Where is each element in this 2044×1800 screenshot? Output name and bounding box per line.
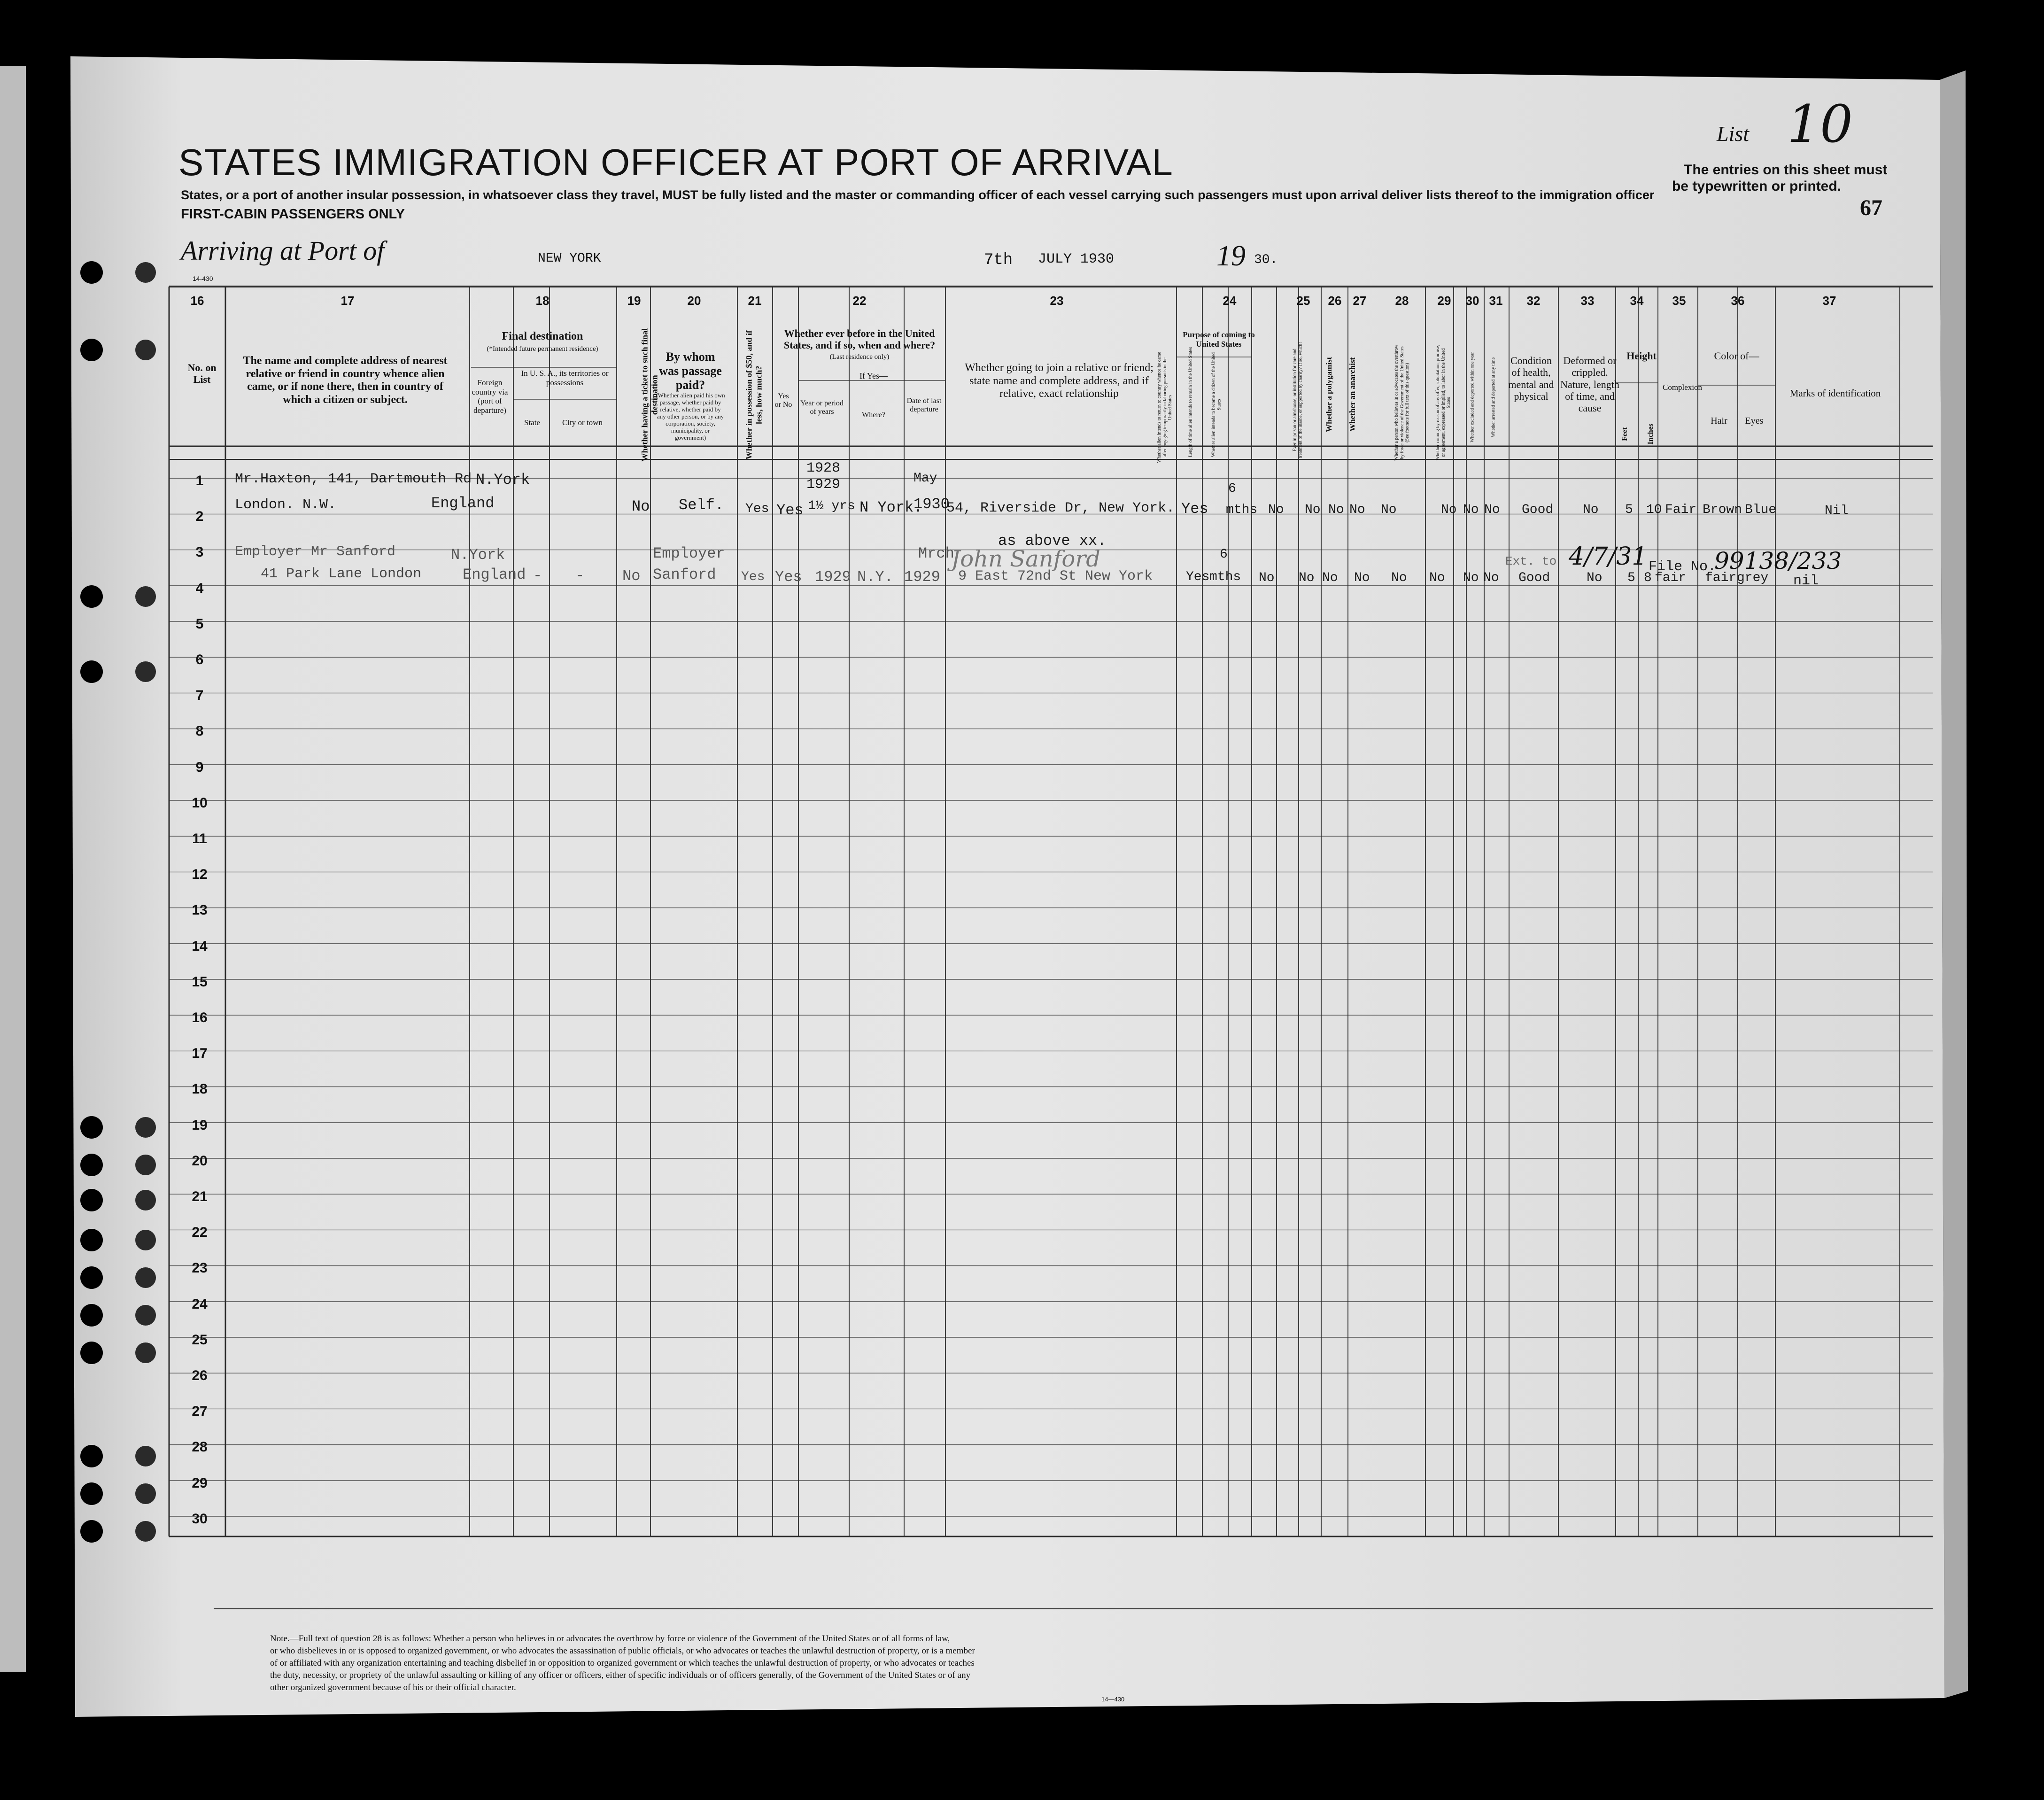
header-c18-city: City or town <box>562 418 603 427</box>
header-c22-note: (Last residence only) <box>829 353 890 361</box>
row-number: 16 <box>192 1010 208 1025</box>
entry2-eyes: grey <box>1737 571 1769 585</box>
row-number: 11 <box>192 831 207 846</box>
entry2-hair: fair <box>1705 571 1737 585</box>
column-number: 28 <box>1395 294 1409 308</box>
binding-hole <box>135 262 156 283</box>
entry1-before: Yes <box>776 502 804 519</box>
entry2-before: Yes <box>775 568 802 586</box>
row-number: 26 <box>192 1368 208 1383</box>
binding-hole <box>80 585 103 608</box>
entry2-polygamist: No <box>1322 571 1338 585</box>
entry1-anarchist: No <box>1349 503 1365 517</box>
header-c24b: Length of time alien intends to remain in the United States <box>1188 347 1193 457</box>
binding-hole <box>135 1230 156 1250</box>
entry2-city: - <box>575 567 585 584</box>
typewritten-note-1: The entries on this sheet must <box>1684 162 1888 178</box>
page-title: STATES IMMIGRATION OFFICER AT PORT OF ARRIVAL <box>178 141 1173 183</box>
row-number: 14 <box>192 938 208 954</box>
entry2-ticket: No <box>622 567 641 585</box>
row-number: 20 <box>192 1153 208 1169</box>
entry2-relative-line1: Employer Mr Sanford <box>235 544 396 560</box>
header-c36: Color of— <box>1714 350 1759 362</box>
column-number: 32 <box>1526 294 1541 308</box>
header-c34: Height <box>1626 350 1657 362</box>
binding-hole <box>135 1483 156 1504</box>
entry1-paid-by: Self. <box>679 497 724 514</box>
header-c28: Whether a person who believes in or advocates the overthrow by force or violence of the Government of the United States (See footnote for full text of this question) <box>1394 344 1410 461</box>
page-subtitle: States, or a port of another insular possession, in whatsoever class they travel, MUST be fully listed and the master or commanding officer of each vessel carrying such passengers must upon arrival deliver lists thereof to the immigration officer <box>181 188 1655 202</box>
row-number: 28 <box>192 1439 208 1455</box>
column-number: 16 <box>190 294 204 308</box>
header-c24a: Whether alien intends to return to country whence he came after engaging temporarily in laboring pursuits in the United States <box>1156 352 1173 463</box>
binding-hole <box>135 1446 156 1466</box>
entry2-feet: 5 <box>1627 571 1635 585</box>
entry2-q28: No <box>1391 571 1407 585</box>
page-stack-edge <box>1940 70 1968 1698</box>
entry2-citizen: No <box>1259 571 1275 585</box>
column-number: 27 <box>1353 294 1367 308</box>
header-c27: Whether an anarchist <box>1348 357 1357 432</box>
entry2-annotation-date: 4/7/31 <box>1569 543 1648 571</box>
binding-hole <box>80 660 103 683</box>
column-number: 33 <box>1580 294 1595 308</box>
header-c36-hair: Hair <box>1711 416 1727 426</box>
entry1-ticket: No <box>632 498 650 515</box>
header-c23: Whether going to join a relative or friend; state name and complete address, and if relative, exact relationship <box>965 362 1154 400</box>
entry1-citizen: No <box>1268 503 1284 517</box>
entry2-laboring: Yes <box>1186 570 1210 584</box>
binding-hole <box>135 1117 156 1138</box>
binding-hole <box>80 1304 103 1327</box>
entry1-laboring: Yes <box>1181 500 1208 518</box>
binding-hole <box>80 1116 103 1139</box>
entry2-state: - <box>533 567 542 584</box>
footnote-line-3: of or affiliated with any organization entertaining and teaching disbelief in or opposition to organized government or which teaches the unlawful destruction of property, or who advocates or teaches <box>270 1658 975 1668</box>
row-number: 29 <box>192 1475 208 1491</box>
entry1-foreign-line2: England <box>431 495 495 512</box>
binding-hole <box>135 1190 156 1210</box>
header-c18-note: (*Intended future permanent residence) <box>487 345 598 353</box>
entry1-q28: No <box>1381 503 1397 517</box>
entry2-last-dep: 1929 <box>904 568 940 586</box>
entry1-hair: Brown <box>1703 503 1742 517</box>
entry2-offer: No <box>1429 571 1445 585</box>
binding-hole <box>135 1521 156 1542</box>
header-c30: Whether excluded and deported within one year <box>1470 352 1475 442</box>
row-number: 3 <box>195 544 204 560</box>
entry1-prison: No <box>1305 503 1321 517</box>
day-value: 7th <box>984 251 1013 269</box>
entry2-years: 1929 <box>815 568 851 586</box>
header-c17: The name and complete address of nearest relative or friend in country whence alien came, or if none there, then in country of which a citizen or subject. <box>243 355 448 406</box>
header-c22-period: Year or period of years <box>800 399 844 416</box>
row-number: 9 <box>195 759 204 775</box>
binding-hole <box>135 1155 156 1175</box>
header-c24c: Whether alien intends to become a citizen of the United States <box>1211 352 1222 457</box>
footnote-line-5: other organized government because of his or their official character. <box>270 1683 516 1692</box>
row-number: 12 <box>192 867 208 883</box>
previous-page-edge <box>0 66 26 1672</box>
row-number: 25 <box>192 1332 208 1348</box>
row-number: 22 <box>192 1225 208 1241</box>
entry2-annotation-ext: Ext. to <box>1505 554 1557 568</box>
year-suffix: 30. <box>1254 253 1278 267</box>
entry1-complexion: Fair <box>1665 503 1697 517</box>
header-c22-title: Whether ever before in the United States, and if so, when and where? <box>783 327 936 351</box>
column-number: 18 <box>535 294 550 308</box>
header-c33: Deformed or crippled. Nature, length of time, and cause <box>1560 355 1619 414</box>
header-c26: Whether a polygamist <box>1324 357 1334 432</box>
column-number: 17 <box>341 294 355 308</box>
header-c19: Whether having a ticket to such final destination <box>640 328 659 462</box>
row-number: 24 <box>192 1296 208 1312</box>
entry1-eyes: Blue <box>1745 503 1777 517</box>
footnote-line-1: Note.—Full text of question 28 is as follows: Whether a person who believes in or advocates the overthrow by force or violence of the Government of the United States or of all forms of law, <box>270 1634 950 1644</box>
row-number: 17 <box>192 1046 208 1062</box>
row-number: 30 <box>192 1511 208 1527</box>
entry1-money: Yes <box>745 502 769 516</box>
entry1-where: N York. <box>859 499 923 516</box>
header-c31: Whether arrested and deported at any time <box>1491 357 1496 437</box>
page-number: 67 <box>1860 195 1882 220</box>
binding-hole <box>80 1266 103 1289</box>
column-number: 29 <box>1437 294 1451 308</box>
entry1-last-dep: 1930 <box>914 496 950 513</box>
entry2-annotation-file-no: 99138/233 <box>1714 547 1842 574</box>
column-number: 30 <box>1465 294 1479 308</box>
typewritten-note-2: be typewritten or printed. <box>1672 178 1842 194</box>
binding-hole <box>135 1305 156 1326</box>
entry1-health: Good <box>1522 503 1554 517</box>
row-number: 21 <box>192 1189 208 1204</box>
port-value: NEW YORK <box>538 251 601 266</box>
entry1-length: mths <box>1226 503 1258 517</box>
binding-hole <box>135 661 156 682</box>
entry2-health: Good <box>1518 571 1550 585</box>
column-number: 26 <box>1328 294 1342 308</box>
header-c20-note: (Whether alien paid his own passage, whether paid by relative, whether paid by any other person, or by any corporation, society, municipality, or government) <box>656 392 725 441</box>
binding-hole <box>80 1189 103 1211</box>
binding-hole <box>135 1267 156 1288</box>
column-number: 36 <box>1731 294 1745 308</box>
header-c25: Ever in prison or almshouse, or institution for care and treatment of the insane, or supported by charity? If so, which? <box>1292 341 1303 458</box>
header-c18-state: State <box>524 418 540 427</box>
year-prefix: 19 <box>1216 240 1246 272</box>
binding-hole <box>80 1482 103 1505</box>
entry1-years-top: 1928 <box>806 460 841 476</box>
row-number: 10 <box>192 795 208 811</box>
entry2-paid-by: Sanford <box>653 566 716 583</box>
entry2-foreign-line1: N.York <box>451 546 505 564</box>
entry2-joining-signature: John Sanford <box>951 546 1100 572</box>
entry1-last-dep-top: May <box>914 471 937 486</box>
entry2-length: mths <box>1209 570 1241 584</box>
header-c34-feet: Feet <box>1620 427 1629 441</box>
row-number: 1 <box>195 473 204 489</box>
entry2-joining: 9 East 72nd St New York <box>958 568 1153 584</box>
column-number: 22 <box>852 294 867 308</box>
header-c22-ifyes: If Yes— <box>859 371 888 380</box>
column-number: 25 <box>1296 294 1310 308</box>
row-number: 15 <box>192 974 208 990</box>
entry1-deported: No <box>1484 503 1500 517</box>
entry2-anarchist: No <box>1354 571 1370 585</box>
entry1-offer: No <box>1441 503 1457 517</box>
header-c18-title: Final destination <box>502 330 583 342</box>
header-c16: No. on List <box>187 362 217 386</box>
binding-hole <box>135 1342 156 1363</box>
form-code-top: 14-430 <box>193 275 213 282</box>
class-line: FIRST-CABIN PASSENGERS ONLY <box>181 207 405 222</box>
row-number: 27 <box>192 1404 208 1420</box>
entry1-relative-line1: Mr.Haxton, 141, Dartmouth Rd <box>235 471 472 487</box>
entry1-polygamist: No <box>1328 503 1344 517</box>
header-c22-yesno: Yes or No <box>774 392 792 409</box>
entry2-deported: No <box>1483 571 1499 585</box>
entry1-marks: Nil <box>1825 504 1849 518</box>
binding-hole <box>80 1520 103 1543</box>
binding-hole <box>80 1229 103 1251</box>
header-c35: Complexion <box>1663 383 1703 392</box>
header-c22-where: Where? <box>862 411 885 419</box>
binding-hole <box>80 339 103 361</box>
list-label: List <box>1717 122 1750 146</box>
header-c20-title: By whom was passage paid? <box>659 350 722 392</box>
header-c24: Purpose of coming to United States <box>1183 330 1255 349</box>
footnote-line-4: the duty, necessity, or propriety of the unlawful assaulting or killing of any officer or officers, either of specific individuals or of officers generally, of the Government of the United States or of any <box>270 1670 971 1680</box>
entry1-years: 1½ yrs <box>808 499 855 513</box>
column-number: 20 <box>687 294 701 308</box>
header-c36-eyes: Eyes <box>1745 416 1764 426</box>
row-number: 19 <box>192 1117 208 1133</box>
entry2-inches: 8 <box>1644 571 1652 585</box>
column-number: 34 <box>1630 294 1644 308</box>
entry1-foreign-line1: N.York <box>476 471 530 489</box>
entry1-length-top: 6 <box>1228 481 1236 496</box>
binding-hole <box>80 1154 103 1176</box>
binding-hole <box>80 1445 103 1467</box>
column-number: 24 <box>1223 294 1237 308</box>
entry1-inches: 10 <box>1646 503 1662 517</box>
entry2-joining-top: as above xx. <box>998 532 1107 550</box>
header-c18-usa: In U. S. A., its territories or possessions <box>521 369 609 387</box>
column-number: 23 <box>1050 294 1064 308</box>
row-number: 18 <box>192 1081 208 1097</box>
header-c37: Marks of identification <box>1789 388 1881 399</box>
entry1-excluded: No <box>1463 503 1479 517</box>
entry2-complexion: fair <box>1655 571 1687 585</box>
column-number: 21 <box>748 294 762 308</box>
footnote-form-code: 14—430 <box>1101 1696 1125 1703</box>
row-number: 8 <box>195 723 204 739</box>
row-number: 2 <box>195 509 204 525</box>
entry1-deformed: No <box>1583 503 1599 517</box>
header-c18-foreign: Foreign country via (port of departure) <box>472 378 508 415</box>
binding-hole <box>80 1342 103 1364</box>
entry2-relative-line2: 41 Park Lane London <box>261 566 422 582</box>
entry2-annotation-file: File No. <box>1649 559 1717 575</box>
entry2-money: Yes <box>741 570 765 584</box>
row-number: 13 <box>192 902 208 918</box>
header-c32: Condition of health, mental and physical <box>1508 355 1554 402</box>
header-c29: Whether coming by reason of any offer, solicitation, promise, or agreement, expressed or implied, to labor in the United States <box>1435 345 1451 461</box>
header-c34-inches: Inches <box>1646 423 1655 445</box>
row-number: 5 <box>195 616 204 632</box>
entry2-where: N.Y. <box>857 568 893 586</box>
arriving-label: Arriving at Port of <box>181 235 385 266</box>
entry2-marks: nil <box>1793 573 1819 589</box>
footnote-line-2: or who disbelieves in or is opposed to organized government, or who advocates the assassination of public officials, or who advocates or teaches the unlawful destruction of property, or is a member <box>270 1646 975 1656</box>
row-number: 23 <box>192 1260 208 1276</box>
column-number: 37 <box>1822 294 1836 308</box>
column-number: 31 <box>1489 294 1503 308</box>
binding-hole <box>80 261 103 284</box>
entry2-deformed: No <box>1587 571 1603 585</box>
entry1-relative-line2: London. N.W. <box>235 497 337 513</box>
row-number: 4 <box>195 580 204 596</box>
entry1-joining: 54, Riverside Dr, New York. <box>946 500 1175 516</box>
entry2-length-top: 6 <box>1220 547 1228 562</box>
entry1-years-mid: 1929 <box>806 477 841 493</box>
entry2-last-dep-top: Mrch <box>918 545 954 562</box>
entry2-excluded: No <box>1463 571 1479 585</box>
binding-hole <box>135 586 156 607</box>
entry2-paid-by-top: Employer <box>653 545 725 562</box>
row-number: 7 <box>195 688 204 704</box>
row-number: 6 <box>195 652 204 667</box>
column-number: 19 <box>627 294 641 308</box>
column-number: 35 <box>1672 294 1686 308</box>
header-c21: Whether in possession of $50, and if less, how much? <box>744 330 763 460</box>
binding-hole <box>135 340 156 360</box>
entry1-feet: 5 <box>1625 503 1633 517</box>
month-year-value: JULY 1930 <box>1038 251 1115 267</box>
header-c22-date: Date of last departure <box>906 397 942 414</box>
list-number: 10 <box>1787 94 1853 154</box>
entry2-prison: No <box>1299 571 1315 585</box>
entry2-foreign-line2: England <box>463 566 526 583</box>
